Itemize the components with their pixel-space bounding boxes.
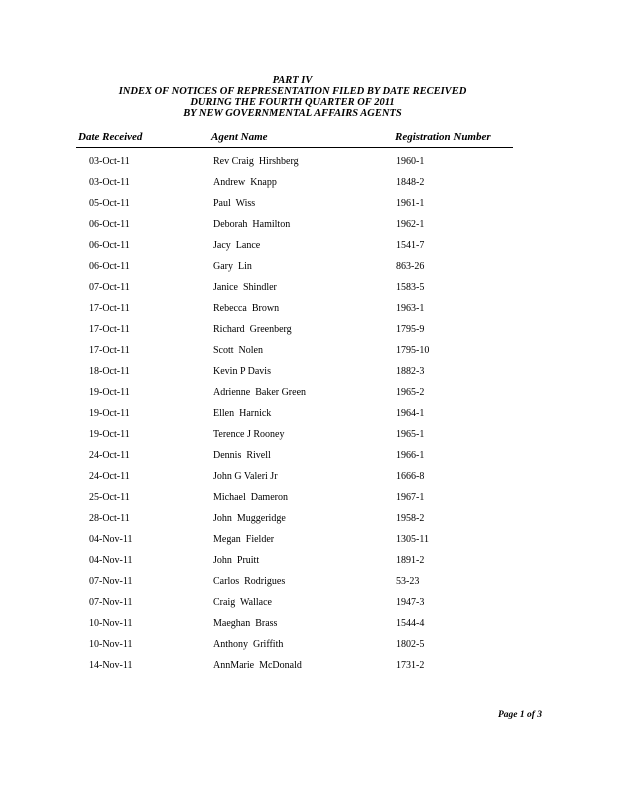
cell-agent-name: John Muggeridge — [213, 513, 286, 524]
cell-date-received: 04-Nov-11 — [89, 534, 133, 545]
cell-date-received: 14-Nov-11 — [89, 660, 133, 671]
cell-registration-number: 1544-4 — [396, 618, 425, 629]
table-row — [0, 572, 618, 593]
cell-registration-number: 53-23 — [396, 576, 420, 587]
cell-date-received: 24-Oct-11 — [89, 450, 130, 461]
cell-agent-name: Andrew Knapp — [213, 177, 277, 188]
title-quarter: DURING THE FOURTH QUARTER OF 2011 — [190, 97, 395, 108]
cell-registration-number: 1305-11 — [396, 534, 429, 545]
cell-registration-number: 863-26 — [396, 261, 425, 272]
cell-date-received: 03-Oct-11 — [89, 156, 130, 167]
table-row — [0, 278, 618, 299]
cell-agent-name: John G Valeri Jr — [213, 471, 278, 482]
cell-registration-number: 1961-1 — [396, 198, 425, 209]
cell-date-received: 24-Oct-11 — [89, 471, 130, 482]
cell-agent-name: Adrienne Baker Green — [213, 387, 307, 398]
cell-registration-number: 1947-3 — [396, 597, 425, 608]
table-row — [0, 656, 618, 677]
cell-registration-number: 1966-1 — [396, 450, 425, 461]
table-row — [0, 509, 618, 530]
cell-agent-name: Rebecca Brown — [213, 303, 280, 314]
table-row — [0, 152, 618, 173]
cell-date-received: 17-Oct-11 — [89, 303, 130, 314]
header-date-received: Date Received — [78, 131, 143, 143]
cell-agent-name: Janice Shindler — [213, 282, 277, 293]
cell-date-received: 25-Oct-11 — [89, 492, 130, 503]
table-row — [0, 257, 618, 278]
cell-registration-number: 1891-2 — [396, 555, 425, 566]
cell-date-received: 17-Oct-11 — [89, 345, 130, 356]
cell-date-received: 07-Nov-11 — [89, 576, 133, 587]
table-row — [0, 215, 618, 236]
header-registration-number: Registration Number — [395, 131, 491, 143]
cell-agent-name: Jacy Lance — [213, 240, 261, 251]
cell-date-received: 18-Oct-11 — [89, 366, 130, 377]
table-row — [0, 362, 618, 383]
cell-agent-name: AnnMarie McDonald — [213, 660, 302, 671]
title-agents: BY NEW GOVERNMENTAL AFFAIRS AGENTS — [183, 108, 402, 119]
cell-date-received: 19-Oct-11 — [89, 387, 130, 398]
table-row — [0, 593, 618, 614]
cell-agent-name: Scott Nolen — [213, 345, 263, 356]
table-row — [0, 404, 618, 425]
cell-agent-name: Carlos Rodrigues — [213, 576, 286, 587]
table-row — [0, 236, 618, 257]
cell-registration-number: 1958-2 — [396, 513, 425, 524]
cell-agent-name: Dennis Rivell — [213, 450, 271, 461]
cell-registration-number: 1541-7 — [396, 240, 425, 251]
cell-date-received: 06-Oct-11 — [89, 261, 130, 272]
title-index: INDEX OF NOTICES OF REPRESENTATION FILED BY DATE RECEIVED — [118, 86, 467, 97]
cell-date-received: 19-Oct-11 — [89, 408, 130, 419]
table-body — [0, 152, 618, 677]
cell-date-received: 07-Oct-11 — [89, 282, 130, 293]
table-row — [0, 425, 618, 446]
cell-agent-name: Gary Lin — [213, 261, 252, 272]
cell-registration-number: 1666-8 — [396, 471, 425, 482]
cell-registration-number: 1795-10 — [396, 345, 430, 356]
cell-registration-number: 1882-3 — [396, 366, 425, 377]
cell-agent-name: Deborah Hamilton — [213, 219, 291, 230]
page-number: Page 1 of 3 — [498, 710, 543, 720]
table-row — [0, 194, 618, 215]
table-row — [0, 446, 618, 467]
table-row — [0, 635, 618, 656]
table-row — [0, 488, 618, 509]
table-row — [0, 320, 618, 341]
table-row — [0, 467, 618, 488]
cell-date-received: 06-Oct-11 — [89, 219, 130, 230]
cell-agent-name: John Pruitt — [213, 555, 260, 566]
table-row — [0, 341, 618, 362]
cell-registration-number: 1962-1 — [396, 219, 425, 230]
cell-registration-number: 1583-5 — [396, 282, 425, 293]
cell-registration-number: 1960-1 — [396, 156, 425, 167]
cell-date-received: 17-Oct-11 — [89, 324, 130, 335]
table-row — [0, 383, 618, 404]
cell-agent-name: Michael Dameron — [213, 492, 288, 503]
cell-agent-name: Paul Wiss — [213, 198, 256, 209]
cell-agent-name: Craig Wallace — [213, 597, 272, 608]
header-divider — [76, 147, 513, 148]
cell-agent-name: Kevin P Davis — [213, 366, 271, 377]
cell-registration-number: 1965-1 — [396, 429, 425, 440]
cell-date-received: 05-Oct-11 — [89, 198, 130, 209]
cell-date-received: 06-Oct-11 — [89, 240, 130, 251]
cell-agent-name: Anthony Griffith — [213, 639, 284, 650]
cell-registration-number: 1795-9 — [396, 324, 425, 335]
table-row — [0, 299, 618, 320]
cell-registration-number: 1731-2 — [396, 660, 425, 671]
cell-agent-name: Ellen Harnick — [213, 408, 272, 419]
cell-date-received: 10-Nov-11 — [89, 639, 133, 650]
header-agent-name: Agent Name — [211, 131, 268, 143]
cell-registration-number: 1848-2 — [396, 177, 425, 188]
cell-date-received: 03-Oct-11 — [89, 177, 130, 188]
cell-date-received: 28-Oct-11 — [89, 513, 130, 524]
table-row — [0, 551, 618, 572]
title-part: PART IV — [272, 75, 313, 86]
cell-date-received: 04-Nov-11 — [89, 555, 133, 566]
cell-registration-number: 1965-2 — [396, 387, 425, 398]
cell-agent-name: Terence J Rooney — [213, 429, 285, 440]
table-row — [0, 530, 618, 551]
cell-registration-number: 1802-5 — [396, 639, 425, 650]
cell-agent-name: Maeghan Brass — [213, 618, 278, 629]
cell-date-received: 19-Oct-11 — [89, 429, 130, 440]
cell-agent-name: Richard Greenberg — [213, 324, 292, 335]
cell-agent-name: Megan Fielder — [213, 534, 275, 545]
cell-agent-name: Rev Craig Hirshberg — [213, 156, 299, 167]
cell-registration-number: 1964-1 — [396, 408, 425, 419]
document-title — [0, 75, 585, 119]
cell-date-received: 07-Nov-11 — [89, 597, 133, 608]
table-row — [0, 614, 618, 635]
table-header — [78, 131, 512, 145]
cell-date-received: 10-Nov-11 — [89, 618, 133, 629]
table-row — [0, 173, 618, 194]
cell-registration-number: 1967-1 — [396, 492, 425, 503]
cell-registration-number: 1963-1 — [396, 303, 425, 314]
